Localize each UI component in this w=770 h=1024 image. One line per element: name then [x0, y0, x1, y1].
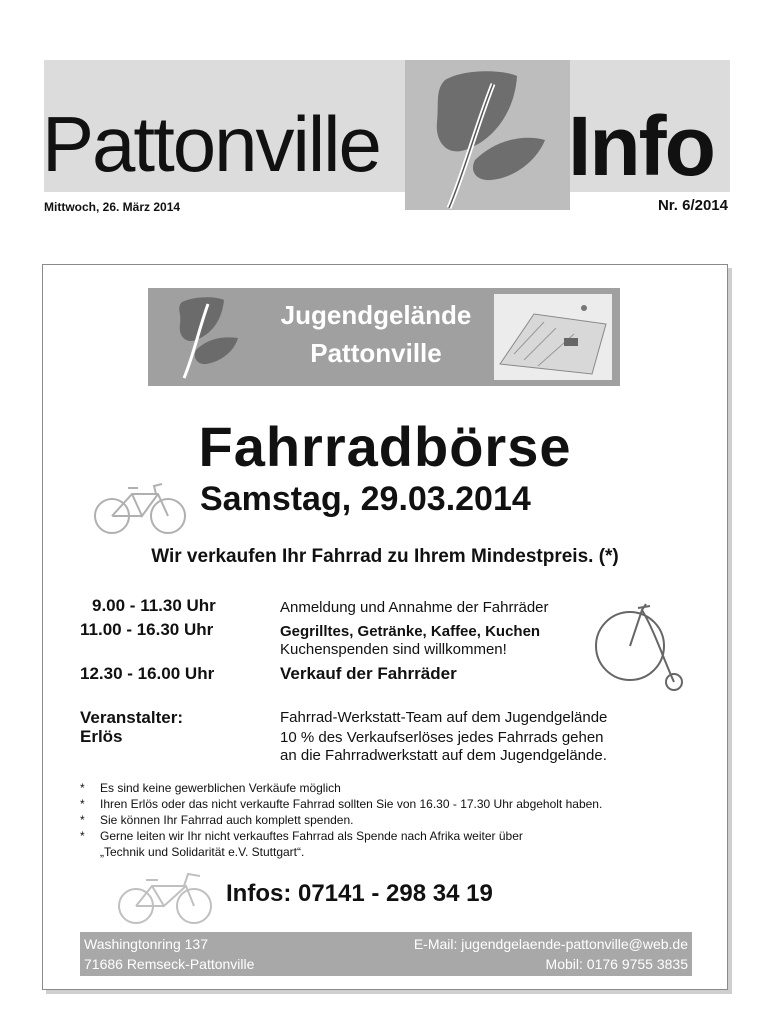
infos-phone: Infos: 07141 - 298 34 19 [226, 880, 493, 907]
issue-date: Mittwoch, 26. März 2014 [44, 200, 181, 214]
contact-mobile: Mobil: 0176 9755 3835 [545, 956, 688, 972]
organizer-label: Veranstalter: [80, 708, 183, 727]
schedule-desc-3: Verkauf der Fahrräder [280, 664, 457, 683]
jugend-banner [148, 288, 620, 386]
contact-bar [80, 932, 692, 976]
schedule-desc-2b: Kuchenspenden sind willkommen! [280, 641, 507, 658]
contact-city: 71686 Remseck-Pattonville [84, 956, 255, 972]
proceeds-label: Erlös [80, 727, 123, 746]
schedule-desc-1: Anmeldung und Annahme der Fahrräder [280, 599, 549, 616]
event-intro: Wir verkaufen Ihr Fahrrad zu Ihrem Mindestpreis. (*) [151, 546, 619, 567]
event-date: Samstag, 29.03.2014 [200, 480, 531, 518]
schedule-time-2: 11.00 - 16.30 Uhr [80, 620, 214, 639]
vintage-bicycle-icon [116, 868, 214, 926]
contact-street: Washingtonring 137 [84, 936, 209, 952]
leaf-logo-icon [405, 60, 570, 210]
masthead-info: Info [568, 99, 714, 193]
event-title: Fahrradbörse [198, 415, 572, 478]
issue-number: Nr. 6/2014 [657, 197, 728, 214]
organizer-value: Fahrrad-Werkstatt-Team auf dem Jugendgelände [280, 709, 608, 726]
proceeds-line-2: an die Fahrradwerkstatt auf dem Jugendgelände. [280, 747, 607, 764]
penny-farthing-icon [594, 600, 688, 692]
leaf-logo-icon [168, 294, 248, 380]
schedule-time-1: 9.00 - 11.30 Uhr [92, 596, 216, 615]
schedule-time-3: 12.30 - 16.00 Uhr [80, 664, 215, 683]
banner-line-2: Pattonville [310, 338, 442, 368]
banner-line-1: Jugendgelände [280, 300, 472, 330]
proceeds-line-1: 10 % des Verkaufserlöses jedes Fahrrads gehen [280, 729, 604, 746]
contact-email[interactable]: E-Mail: jugendgelaende-pattonville@web.de [413, 936, 688, 952]
masthead-logo-box [405, 60, 570, 210]
masthead-title: Pattonville [42, 100, 380, 188]
schedule-desc-2: Gegrilltes, Getränke, Kaffee, Kuchen [280, 623, 541, 640]
bicycle-icon [92, 478, 188, 536]
site-map-icon [494, 294, 612, 380]
